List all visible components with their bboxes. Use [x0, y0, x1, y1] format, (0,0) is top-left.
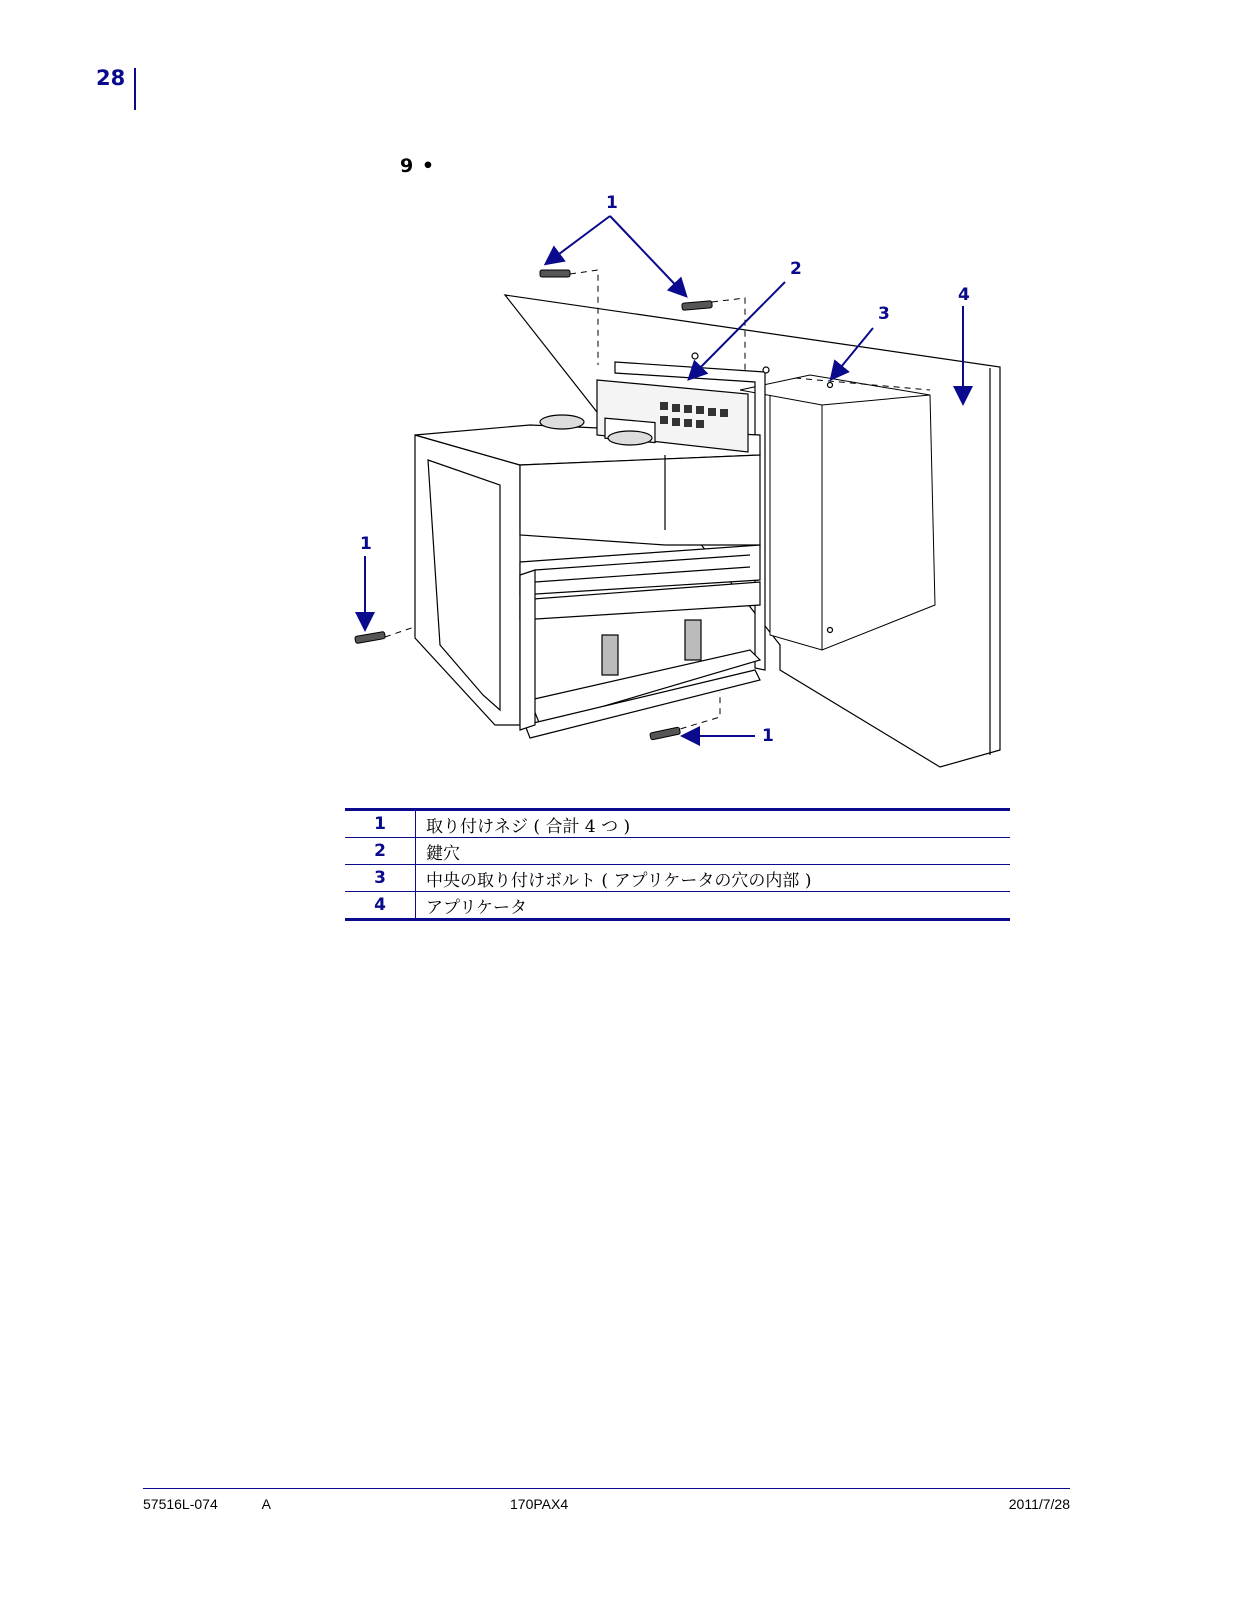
legend-description: アプリケータ	[426, 897, 527, 918]
footer-date: 2011/7/28	[1008, 1496, 1070, 1512]
figure-caption	[400, 155, 435, 177]
printer-body	[415, 380, 760, 738]
footer-model: 170PAX4	[510, 1496, 569, 1512]
legend-number: 2	[345, 838, 416, 865]
printer-mounting-illustration	[340, 190, 1040, 790]
legend-number: 1	[345, 810, 416, 838]
callout-3: 3	[878, 304, 890, 324]
figure-legend-table	[345, 808, 1010, 921]
callout-1-bottom: 1	[762, 726, 774, 746]
figure-bullet: •	[421, 155, 436, 177]
callout-1-left: 1	[360, 534, 372, 554]
legend-description: 中央の取り付けボルト ( アプリケータの穴の内部 )	[416, 865, 1011, 892]
page-number: 28	[96, 66, 126, 90]
legend-description: 鍵穴	[416, 838, 1011, 865]
legend-row	[345, 810, 1010, 838]
footer-revision: A	[261, 1496, 271, 1512]
callout-1-top: 1	[606, 193, 618, 213]
callout-2: 2	[790, 259, 802, 279]
legend-row	[345, 865, 1010, 892]
legend-description: 取り付けネジ ( 合計 4 つ )	[416, 810, 1011, 838]
footer-product	[510, 1496, 568, 1512]
legend-row	[345, 838, 1010, 865]
figure-number: 9	[400, 155, 415, 177]
footer-divider	[143, 1488, 1070, 1489]
footer-doc-number: 57516L-074	[143, 1496, 218, 1512]
callout-4: 4	[958, 285, 970, 305]
legend-number: 3	[345, 865, 416, 892]
footer-doc-id	[143, 1496, 271, 1512]
header-divider	[134, 68, 136, 110]
legend-number: 4	[345, 892, 416, 920]
legend-row	[345, 892, 1010, 920]
